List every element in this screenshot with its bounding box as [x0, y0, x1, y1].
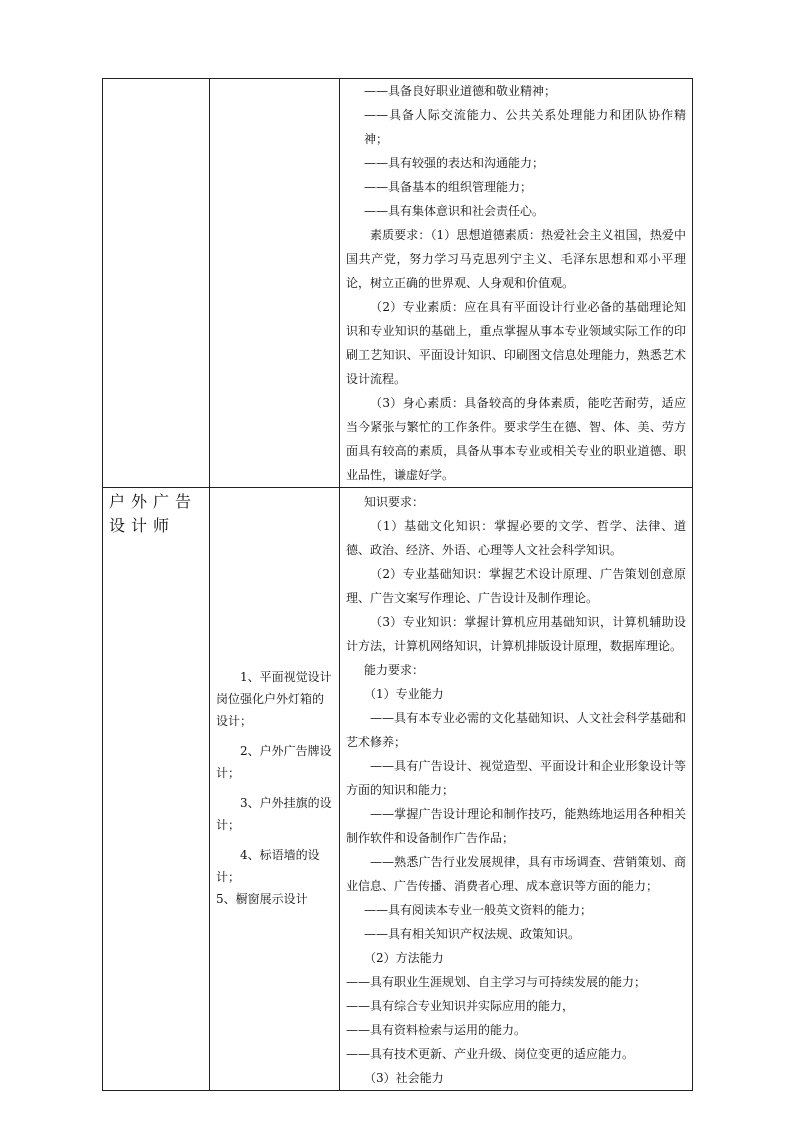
job-title: 户外广告设计师: [109, 492, 198, 535]
table-row: [103, 488, 693, 1091]
ability-item: ——具有本专业必需的文化基础知识、人文社会科学基础和艺术修养；: [346, 711, 686, 749]
duty-item: 1、平面视觉设计岗位强化户外灯箱的设计；: [216, 670, 332, 728]
job-duties-cell: [210, 488, 340, 1091]
subsection-heading: （1）专业能力: [364, 687, 444, 701]
section-heading: 知识要求：: [364, 495, 425, 509]
ability-item: ——具有资料检索与运用的能力。: [346, 1023, 527, 1037]
table-row: [103, 79, 693, 488]
ability-item: ——具备基本的组织管理能力；: [364, 180, 533, 194]
knowledge-item: （3）专业知识：掌握计算机应用基础知识，计算机辅助设计方法，计算机网络知识，计算机排版设计原理，数据库理论。: [346, 615, 686, 653]
requirements-cell: [340, 79, 693, 488]
ability-item: ——具备良好职业道德和敬业精神；: [364, 84, 557, 98]
job-title-cell: [103, 488, 210, 1091]
knowledge-item: （2）专业基础知识：掌握艺术设计原理、广告策划创意原理、广告文案写作理论、广告设计及制作理论。: [346, 567, 686, 605]
subsection-heading: （2）方法能力: [364, 951, 444, 965]
quality-requirement: 素质要求：（1）思想道德素质：热爱社会主义祖国，热爱中国共产党，努力学习马克思列宁主义、毛泽东思想和邓小平理论，树立正确的世界观、人身观和价值观。: [346, 228, 686, 290]
quality-requirement: （3）身心素质：具备较高的身体素质，能吃苦耐劳，适应当今紧张与繁忙的工作条件。要求学生在德、智、体、美、劳方面具有较高的素质，具备从事本专业或相关专业的职业道德、职业品性，谦虚好学。: [346, 396, 686, 482]
section-heading: 能力要求：: [364, 663, 425, 677]
subsection-heading: （3）社会能力: [364, 1071, 444, 1085]
knowledge-item: （1）基础文化知识：掌握必要的文学、哲学、法律、道德、政治、经济、外语、心理等人文社会科学知识。: [346, 519, 686, 557]
duty-item: 2、户外广告牌设计；: [216, 744, 332, 780]
ability-item: ——具有集体意识和社会责任心。: [364, 204, 545, 218]
ability-item: ——具有技术更新、产业升级、岗位变更的适应能力。: [346, 1047, 635, 1061]
ability-item: ——具有较强的表达和沟通能力；: [364, 156, 545, 170]
ability-item: ——具有综合专业知识并实际应用的能力，: [346, 999, 575, 1013]
job-duties-cell: [210, 79, 340, 488]
duty-item: 4、标语墙的设计；: [216, 848, 320, 884]
ability-item: ——具有相关知识产权法规、政策知识。: [364, 927, 581, 941]
job-requirements-table: [102, 78, 693, 1091]
ability-item: ——具有阅读本专业一般英文资料的能力；: [364, 903, 593, 917]
job-title-cell: [103, 79, 210, 488]
ability-item: ——掌握广告设计理论和制作技巧，能熟练地运用各种相关制作软件和设备制作广告作品；: [346, 807, 686, 845]
quality-requirement: （2）专业素质：应在具有平面设计行业必备的基础理论知识和专业知识的基础上，重点掌握从事本专业领域实际工作的印刷工艺知识、平面设计知识、印刷图文信息处理能力，熟悉艺术设计流程。: [346, 300, 686, 386]
ability-item: ——熟悉广告行业发展规律，具有市场调查、营销策划、商业信息、广告传播、消费者心理、成本意识等方面的能力；: [346, 855, 686, 893]
duty-item: 5、橱窗展示设计: [216, 892, 308, 906]
requirements-cell: [340, 488, 693, 1091]
ability-item: ——具有广告设计、视觉造型、平面设计和企业形象设计等方面的知识和能力；: [346, 759, 686, 797]
duty-item: 3、户外挂旗的设计；: [216, 796, 332, 832]
ability-item: ——具有职业生涯规划、自主学习与可持续发展的能力；: [346, 975, 647, 989]
ability-item: ——具备人际交流能力、公共关系处理能力和团队协作精神；: [364, 108, 686, 146]
